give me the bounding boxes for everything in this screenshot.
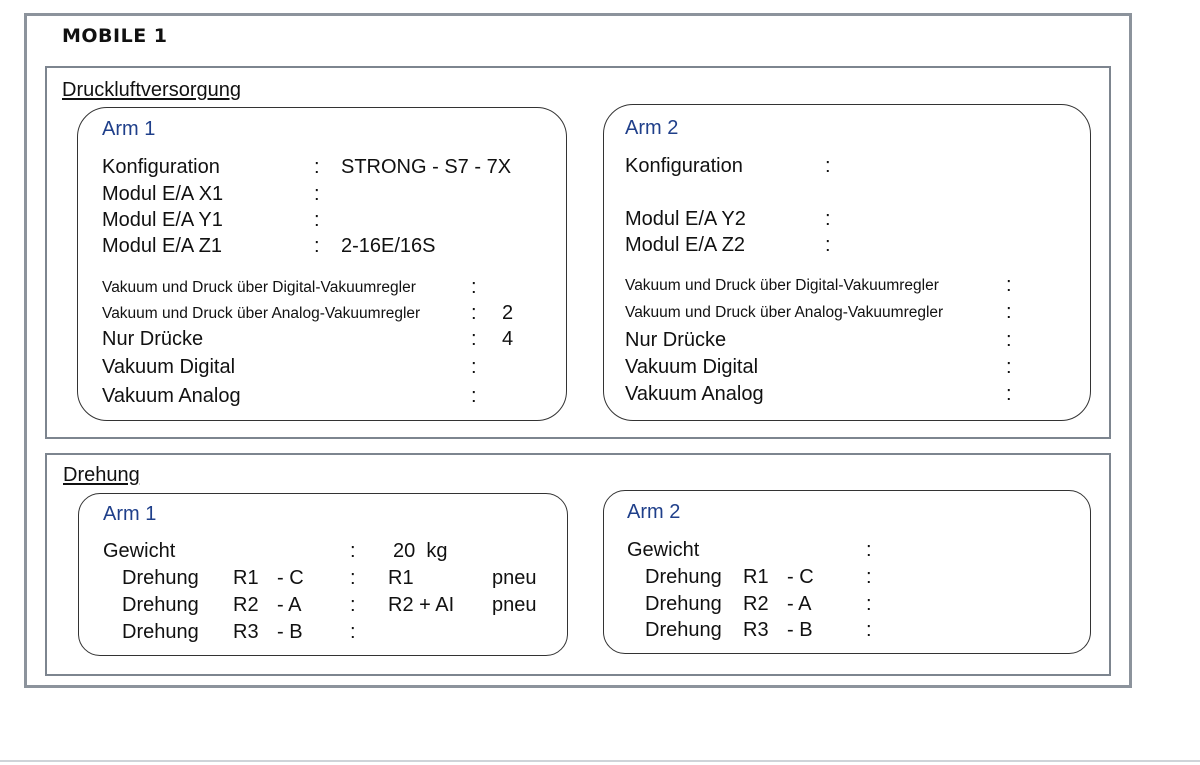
drehung-arm1-r3-dir: - B xyxy=(277,621,303,643)
drehung-arm1-r2-type: pneu xyxy=(492,594,537,616)
colon: : xyxy=(1006,274,1012,296)
section-title-drehung: Drehung xyxy=(63,464,140,486)
drehung-arm1-r1-type: pneu xyxy=(492,567,537,589)
drehung-arm1-heading: Arm 1 xyxy=(103,503,157,525)
druckluft-arm1-vakuum-analog-label: Vakuum Analog xyxy=(102,385,241,407)
druckluft-arm1-analog-vak-value: 2 xyxy=(502,302,514,324)
colon: : xyxy=(866,593,872,615)
drehung-arm1-r1-value: R1 xyxy=(388,567,414,589)
section-title-druckluft: Druckluftversorgung xyxy=(62,79,241,101)
drehung-arm2-r3-dir: - B xyxy=(787,619,813,641)
colon: : xyxy=(350,567,356,589)
colon: : xyxy=(1006,383,1012,405)
druckluft-arm2-z2-label: Modul E/A Z2 xyxy=(625,234,746,256)
colon: : xyxy=(471,328,477,350)
colon: : xyxy=(350,540,356,562)
druckluft-arm2-vakuum-analog-label: Vakuum Analog xyxy=(625,383,764,405)
colon: : xyxy=(350,594,356,616)
druckluft-arm2-vakuum-digital-label: Vakuum Digital xyxy=(625,356,759,378)
colon: : xyxy=(314,209,320,231)
drehung-arm1-r3: R3 xyxy=(233,621,259,643)
druckluft-arm2-analog-vak-label: Vakuum und Druck über Analog-Vakuumregler xyxy=(625,304,944,321)
drehung-arm2-r3: R3 xyxy=(743,619,769,641)
colon: : xyxy=(314,235,320,257)
druckluft-arm1-vakuum-digital-label: Vakuum Digital xyxy=(102,356,236,378)
drehung-arm1-r1-dir: - C xyxy=(277,567,304,589)
druckluft-arm2-heading: Arm 2 xyxy=(625,117,679,139)
druckluft-arm1-z1-label: Modul E/A Z1 xyxy=(102,235,223,257)
drehung-arm2-r2-label: Drehung xyxy=(645,593,722,615)
colon: : xyxy=(825,234,831,256)
drehung-arm1-r1-label: Drehung xyxy=(122,567,199,589)
colon: : xyxy=(471,276,477,298)
colon: : xyxy=(314,183,320,205)
colon: : xyxy=(866,619,872,641)
druckluft-arm1-y1-label: Modul E/A Y1 xyxy=(102,209,223,231)
drehung-arm2-gewicht-label: Gewicht xyxy=(627,539,700,561)
drehung-arm1-r1: R1 xyxy=(233,567,259,589)
drehung-arm2-r1: R1 xyxy=(743,566,769,588)
druckluft-arm2-nur-druecke-label: Nur Drücke xyxy=(625,329,727,351)
druckluft-arm1-nur-druecke-label: Nur Drücke xyxy=(102,328,204,350)
colon: : xyxy=(314,156,320,178)
colon: : xyxy=(350,621,356,643)
druckluft-arm2-konfiguration-label: Konfiguration xyxy=(625,155,743,177)
colon: : xyxy=(471,356,477,378)
druckluft-arm1-nur-druecke-value: 4 xyxy=(502,328,514,350)
druckluft-arm1-z1-value: 2-16E/16S xyxy=(341,235,436,257)
druckluft-arm1-konfiguration-label: Konfiguration xyxy=(102,156,220,178)
drehung-arm2-heading: Arm 2 xyxy=(627,501,681,523)
druckluft-arm1-digital-vak-label: Vakuum und Druck über Digital-Vakuumregler xyxy=(102,279,416,296)
druckluft-arm2-digital-vak-label: Vakuum und Druck über Digital-Vakuumregler xyxy=(625,277,939,294)
colon: : xyxy=(1006,356,1012,378)
drehung-arm1-gewicht-value: 20 kg xyxy=(393,540,448,562)
drehung-arm1-r2: R2 xyxy=(233,594,259,616)
drehung-arm1-gewicht-label: Gewicht xyxy=(103,540,176,562)
drehung-arm1-r2-label: Drehung xyxy=(122,594,199,616)
drehung-arm2-r2-dir: - A xyxy=(787,593,812,615)
druckluft-arm1-heading: Arm 1 xyxy=(102,118,156,140)
druckluft-arm1-konfiguration-value: STRONG - S7 - 7X xyxy=(341,156,512,178)
colon: : xyxy=(471,385,477,407)
colon: : xyxy=(825,208,831,230)
druckluft-arm1-x1-label: Modul E/A X1 xyxy=(102,183,224,205)
drehung-arm2-r1-label: Drehung xyxy=(645,566,722,588)
colon: : xyxy=(866,539,872,561)
drehung-arm2-r2: R2 xyxy=(743,593,769,615)
druckluft-arm2-y2-label: Modul E/A Y2 xyxy=(625,208,746,230)
colon: : xyxy=(866,566,872,588)
colon: : xyxy=(471,302,477,324)
page-title: MOBILE 1 xyxy=(62,25,168,47)
drehung-arm1-r2-dir: - A xyxy=(277,594,302,616)
colon: : xyxy=(1006,329,1012,351)
colon: : xyxy=(1006,301,1012,323)
page-bottom-divider xyxy=(0,760,1200,762)
colon: : xyxy=(825,155,831,177)
drehung-arm2-r1-dir: - C xyxy=(787,566,814,588)
drehung-arm1-r2-value: R2 + AI xyxy=(388,594,455,616)
druckluft-arm1-analog-vak-label: Vakuum und Druck über Analog-Vakuumregler xyxy=(102,305,421,322)
drehung-arm2-r3-label: Drehung xyxy=(645,619,722,641)
drehung-arm1-r3-label: Drehung xyxy=(122,621,199,643)
